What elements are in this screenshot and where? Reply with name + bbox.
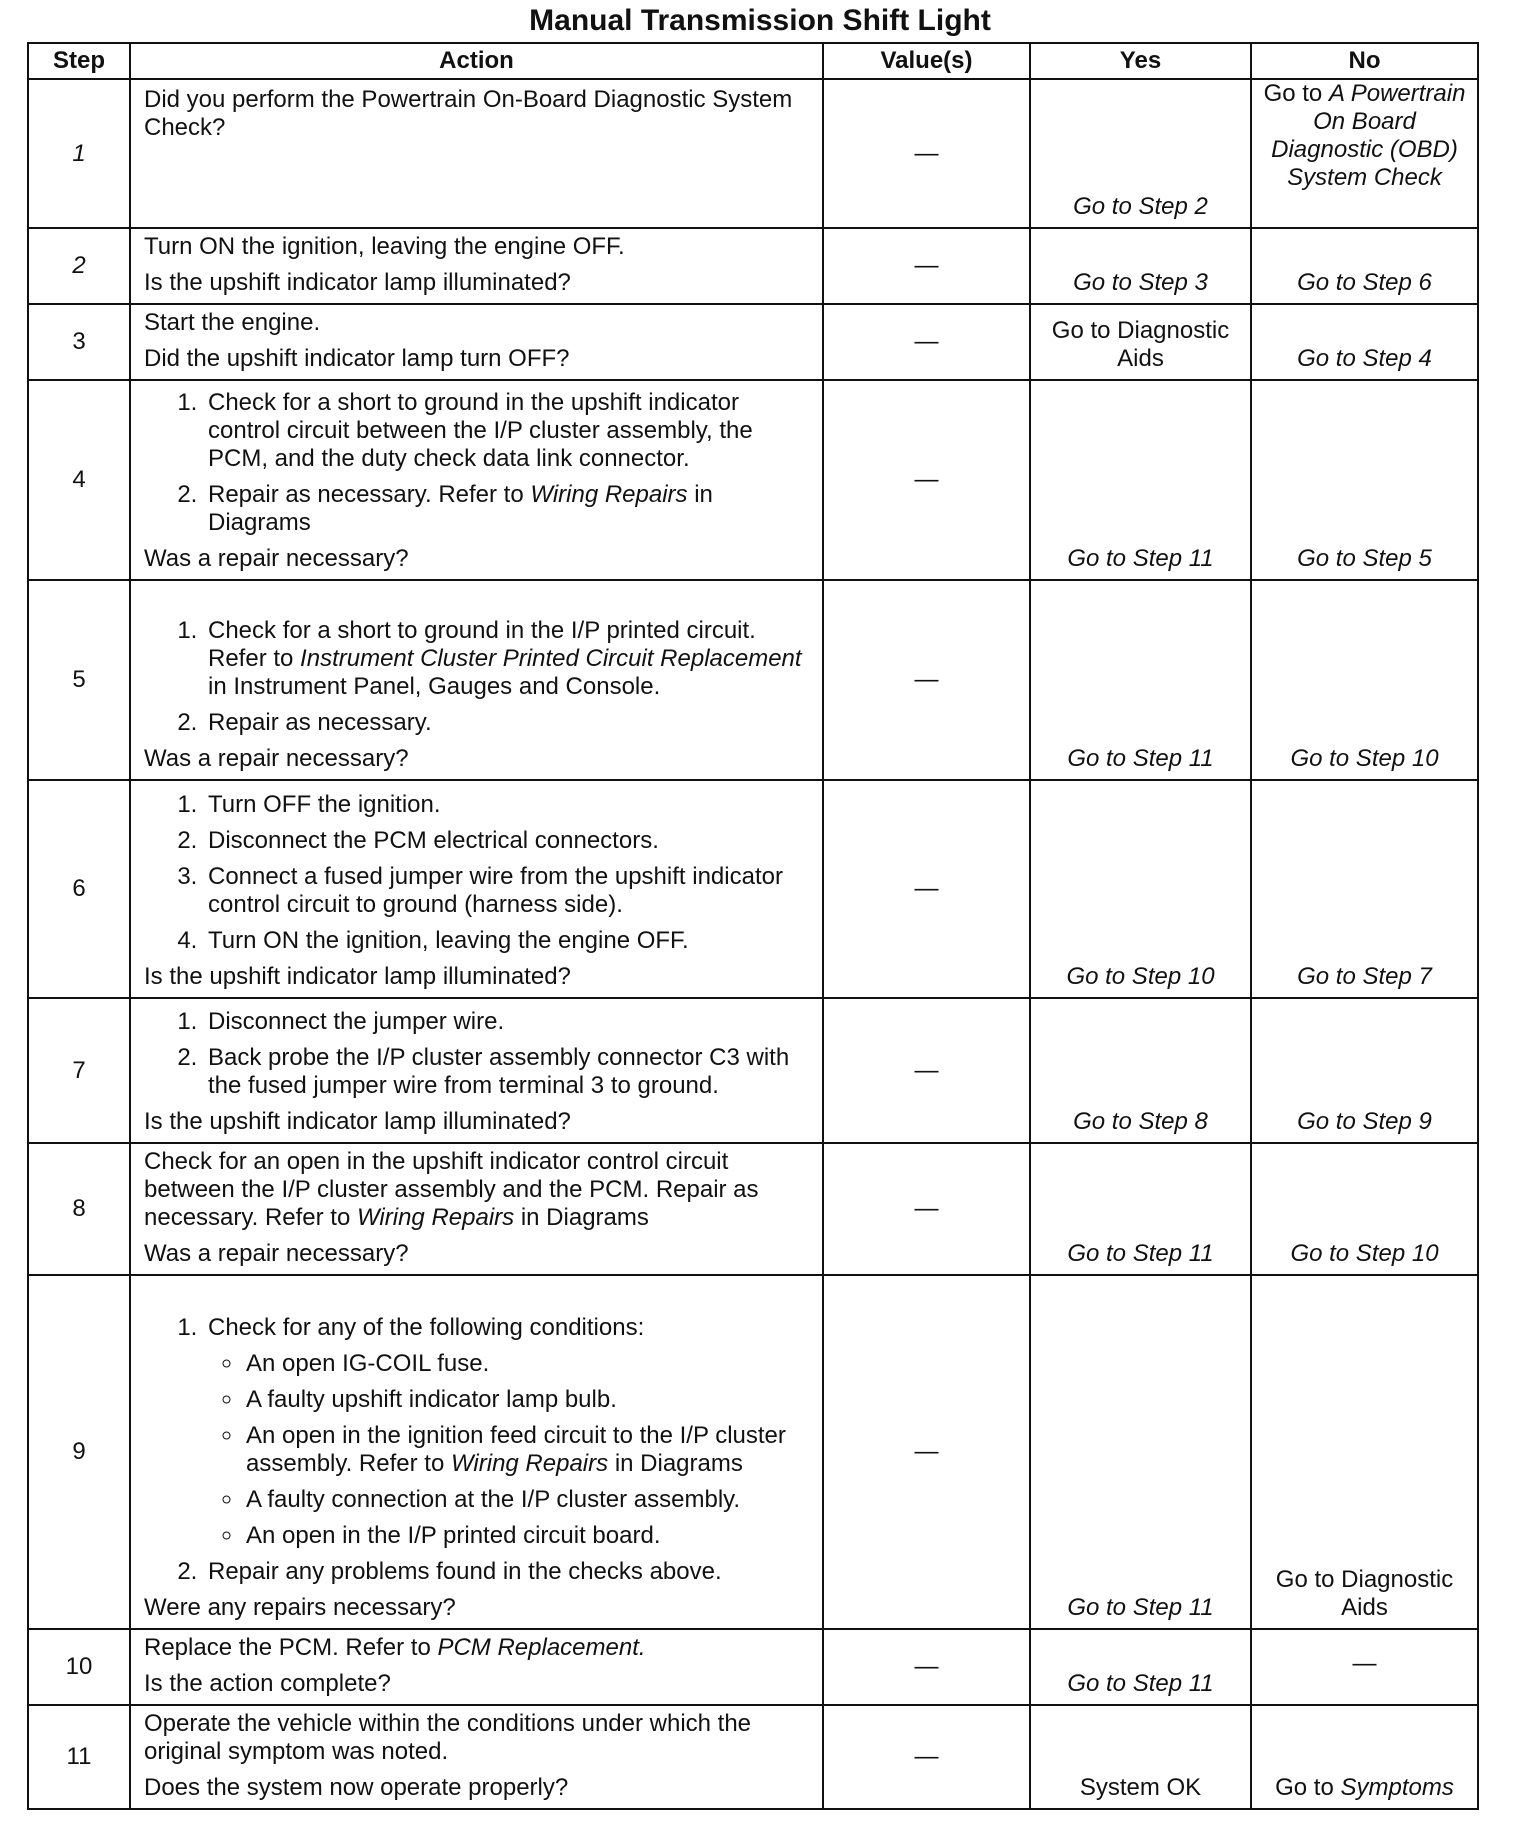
action-question: Did the upshift indicator lamp turn OFF? [144, 345, 570, 372]
header-no: No [1251, 43, 1478, 79]
action-item: 1. Turn OFF the ignition. [204, 791, 814, 819]
no-cell: Go to Step 10 [1251, 580, 1478, 780]
no-cell: Go to Step 6 [1251, 228, 1478, 304]
table-row [28, 304, 1478, 380]
table-row [28, 1705, 1478, 1809]
table-row [28, 380, 1478, 580]
header-step: Step [28, 43, 130, 79]
value-cell: — [823, 380, 1030, 580]
table-row [28, 1275, 1478, 1629]
step-number: 8 [28, 1143, 130, 1275]
action-cell [130, 780, 823, 998]
yes-cell: Go to Diagnostic Aids [1030, 304, 1251, 380]
action-item [204, 1314, 814, 1550]
yes-cell: Go to Step 10 [1030, 780, 1251, 998]
value-cell: — [823, 228, 1030, 304]
no-cell: Go to Step 5 [1251, 380, 1478, 580]
no-text: Go to [1263, 80, 1329, 107]
table-row [28, 79, 1478, 228]
step-number: 11 [28, 1705, 130, 1809]
condition-item: ◦ A faulty connection at the I/P cluster assembly. [244, 1486, 814, 1514]
action-text: Operate the vehicle within the conditions under which the original symptom was noted. [144, 1710, 752, 1765]
step-number: 6 [28, 780, 130, 998]
diagnostic-table [27, 42, 1479, 1810]
action-question: Was a repair necessary? [144, 745, 409, 772]
action-question: Is the upshift indicator lamp illuminated? [144, 963, 571, 990]
header-action: Action [130, 43, 823, 79]
action-cell [130, 1143, 823, 1275]
header-values: Value(s) [823, 43, 1030, 79]
table-row [28, 1629, 1478, 1705]
condition-item [244, 1422, 814, 1478]
reference-link: Wiring Repairs [356, 1204, 515, 1231]
reference-link: Wiring Repairs [530, 481, 688, 508]
action-text: Start the engine. [144, 309, 321, 336]
reference-link: Instrument Cluster Printed Circuit Replacement [300, 645, 802, 672]
action-cell [130, 304, 823, 380]
action-item: 2. Disconnect the PCM electrical connectors. [204, 827, 814, 855]
action-question: Was a repair necessary? [144, 1240, 409, 1267]
action-cell [130, 1275, 823, 1629]
action-cell [130, 998, 823, 1143]
action-item: 2. Repair any problems found in the checks above. [204, 1558, 814, 1586]
action-text: Replace the PCM. Refer to [144, 1634, 431, 1661]
action-text: in Diagrams [520, 1204, 649, 1231]
action-item: 2. Back probe the I/P cluster assembly connector C3 with the fused jumper wire from terminal 3 to ground. [204, 1044, 814, 1100]
action-text [144, 1148, 814, 1232]
step-number: 5 [28, 580, 130, 780]
reference-link: Symptoms [1340, 1774, 1454, 1801]
yes-cell: Go to Step 11 [1030, 1143, 1251, 1275]
yes-cell: Go to Step 11 [1030, 1629, 1251, 1705]
value-cell: — [823, 780, 1030, 998]
condition-item: ◦ An open IG-COIL fuse. [244, 1350, 814, 1378]
yes-cell: System OK [1030, 1705, 1251, 1809]
action-text: Check for a short to ground in the I/P printed circuit. Refer to [208, 617, 756, 672]
action-item: 1. Disconnect the jumper wire. [204, 1008, 814, 1036]
action-text: Turn ON the ignition, leaving the engine OFF. [144, 233, 625, 260]
action-item [204, 481, 814, 537]
step-number: 7 [28, 998, 130, 1143]
reference-link: PCM Replacement. [437, 1634, 646, 1661]
no-cell: Go to Step 10 [1251, 1143, 1478, 1275]
action-question: Did you perform the Powertrain On-Board Diagnostic System Check? [144, 86, 793, 141]
no-cell: — [1251, 1629, 1478, 1705]
no-cell: Go to Diagnostic Aids [1251, 1275, 1478, 1629]
action-cell [130, 228, 823, 304]
value-cell: — [823, 79, 1030, 228]
yes-cell: Go to Step 3 [1030, 228, 1251, 304]
step-number: 2 [28, 228, 130, 304]
action-question: Does the system now operate properly? [144, 1774, 569, 1801]
action-cell [130, 79, 823, 228]
action-text: Check for an open in the upshift indicator control circuit between the I/P cluster assembly and the PCM. Repair as necessary. Refer to [144, 1148, 759, 1231]
action-text: in Instrument Panel, Gauges and Console. [208, 673, 661, 700]
no-cell: Go to Step 4 [1251, 304, 1478, 380]
value-cell: — [823, 998, 1030, 1143]
document-title: Manual Transmission Shift Light [529, 4, 991, 37]
yes-cell: Go to Step 11 [1030, 1275, 1251, 1629]
value-cell: — [823, 304, 1030, 380]
condition-item: ◦ An open in the I/P printed circuit board. [244, 1522, 814, 1550]
no-cell [1251, 1705, 1478, 1809]
action-text: Check for any of the following conditions: [208, 1314, 645, 1341]
table-row [28, 998, 1478, 1143]
reference-link: Wiring Repairs [450, 1450, 609, 1477]
action-text: in Diagrams [614, 1450, 743, 1477]
action-cell [130, 1705, 823, 1809]
action-text: in Diagrams [208, 481, 713, 536]
action-cell [130, 1629, 823, 1705]
table-row [28, 580, 1478, 780]
action-item [204, 617, 814, 701]
yes-cell: Go to Step 11 [1030, 380, 1251, 580]
action-question: Was a repair necessary? [144, 545, 409, 572]
header-yes: Yes [1030, 43, 1251, 79]
table-row [28, 780, 1478, 998]
action-text: Repair as necessary. Refer to [208, 481, 524, 508]
step-number: 9 [28, 1275, 130, 1629]
value-cell: — [823, 580, 1030, 780]
action-question: Were any repairs necessary? [144, 1594, 456, 1621]
step-number: 3 [28, 304, 130, 380]
action-cell [130, 580, 823, 780]
value-cell: — [823, 1629, 1030, 1705]
action-cell [130, 380, 823, 580]
yes-cell: Go to Step 11 [1030, 580, 1251, 780]
action-question: Is the upshift indicator lamp illuminated? [144, 1108, 571, 1135]
step-number: 10 [28, 1629, 130, 1705]
step-number: 4 [28, 380, 130, 580]
value-cell: — [823, 1705, 1030, 1809]
table-row [28, 1143, 1478, 1275]
no-text: Go to [1275, 1774, 1334, 1801]
no-text [1264, 80, 1466, 191]
yes-cell: Go to Step 8 [1030, 998, 1251, 1143]
no-cell [1251, 79, 1478, 228]
value-cell: — [823, 1143, 1030, 1275]
no-cell: Go to Step 7 [1251, 780, 1478, 998]
action-item: 2. Repair as necessary. [204, 709, 814, 737]
action-item: 3. Connect a fused jumper wire from the upshift indicator control circuit to ground (harness side). [204, 863, 814, 919]
action-text: An open in the ignition feed circuit to the I/P cluster assembly. Refer to [246, 1422, 786, 1477]
action-text [144, 1634, 814, 1662]
header-row [28, 43, 1478, 79]
reference-link: A Powertrain On Board Diagnostic (OBD) System Check [1271, 80, 1466, 191]
action-item: 1. Check for a short to ground in the upshift indicator control circuit between the I/P cluster assembly, the PCM, and the duty check data link connector. [204, 389, 814, 473]
no-cell: Go to Step 9 [1251, 998, 1478, 1143]
action-question: Is the upshift indicator lamp illuminated? [144, 269, 571, 296]
step-number: 1 [28, 79, 130, 228]
value-cell: — [823, 1275, 1030, 1629]
yes-cell: Go to Step 2 [1030, 79, 1251, 228]
action-item: 4. Turn ON the ignition, leaving the engine OFF. [204, 927, 814, 955]
condition-item: ◦ A faulty upshift indicator lamp bulb. [244, 1386, 814, 1414]
table-row [28, 228, 1478, 304]
action-question: Is the action complete? [144, 1670, 391, 1697]
